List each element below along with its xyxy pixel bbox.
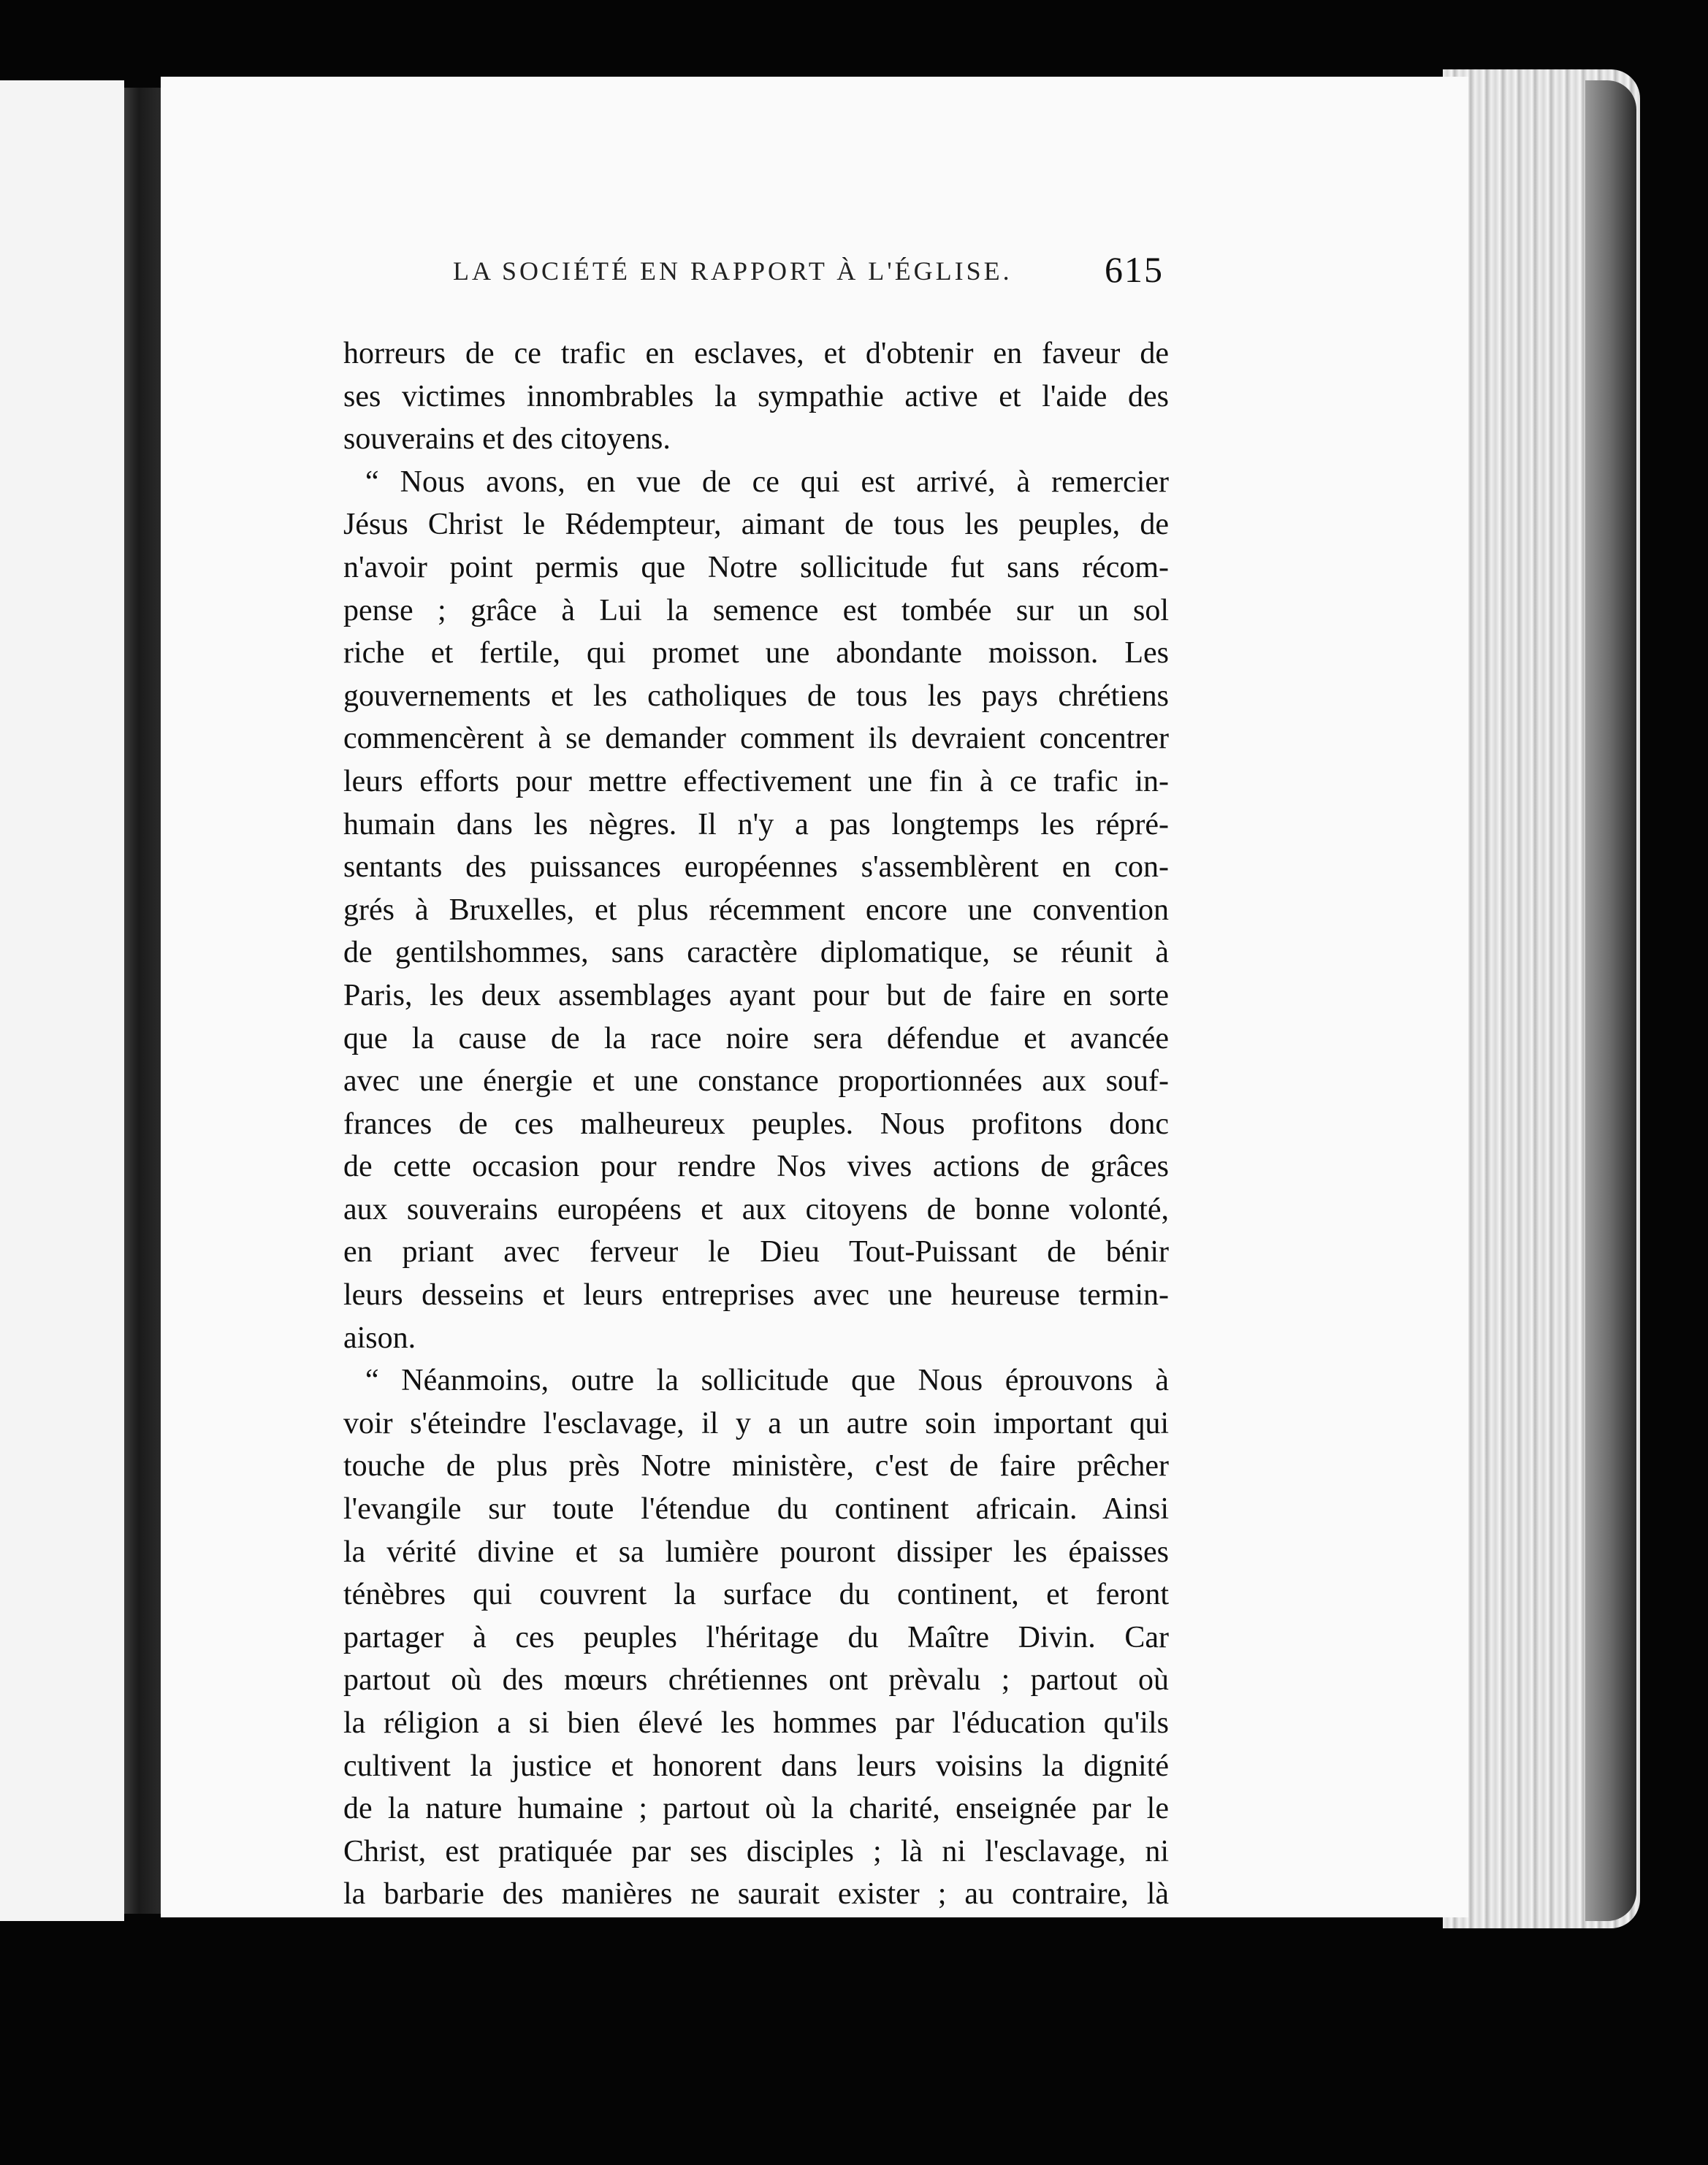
text-line: touche de plus près Notre ministère, c'est de faire prêcher <box>343 1449 1169 1484</box>
text-line: ténèbres qui couvrent la surface du continent, et feront <box>343 1578 1169 1612</box>
text-line: avec une énergie et une constance proportionnées aux souf- <box>343 1064 1169 1099</box>
text-line: que la cause de la race noire sera défendue et avancée <box>343 1021 1169 1055</box>
text-line: riche et fertile, qui promet une abondante moisson. Les <box>343 636 1169 671</box>
body-text <box>343 332 1169 1916</box>
text-line: Paris, les deux assemblages ayant pour but de faire en sorte <box>343 978 1169 1012</box>
text-line: n'avoir point permis que Notre sollicitude fut sans récom- <box>343 550 1169 584</box>
book-gutter <box>124 88 161 1914</box>
text-line: en priant avec ferveur le Dieu Tout-Puissant de bénir <box>343 1235 1169 1269</box>
text-line: partager à ces peuples l'héritage du Maître Divin. Car <box>343 1620 1169 1654</box>
page-number: 615 <box>1105 249 1164 290</box>
text-line: Christ, est pratiquée par ses disciples ; là ni l'esclavage, ni <box>343 1834 1169 1868</box>
text-line: de la nature humaine ; partout où la charité, enseignée par le <box>343 1792 1169 1826</box>
previous-page-edge <box>0 80 124 1921</box>
text-line: ses victimes innombrables la sympathie active et l'aide des <box>343 379 1169 413</box>
text-line: la vérité divine et sa lumière pouront dissiper les épaisses <box>343 1535 1169 1569</box>
text-line: “ Nous avons, en vue de ce qui est arrivé, à remercier <box>365 465 1169 499</box>
text-line: l'evangile sur toute l'étendue du continent africain. Ainsi <box>343 1492 1169 1527</box>
cover-edge <box>1585 80 1636 1921</box>
text-line: Jésus Christ le Rédempteur, aimant de tous les peuples, de <box>343 508 1169 542</box>
text-line: humain dans les nègres. Il n'y a pas longtemps les répré- <box>343 807 1169 841</box>
text-line: la barbarie des manières ne saurait exister ; au contraire, là <box>343 1877 1169 1912</box>
text-line: commencèrent à se demander comment ils devraient concentrer <box>343 722 1169 756</box>
text-line: de gentilshommes, sans caractère diplomatique, se réunit à <box>343 936 1169 970</box>
text-line: grés à Bruxelles, et plus récemment encore une convention <box>343 893 1169 927</box>
text-line: leurs desseins et leurs entreprises avec une heureuse termin- <box>343 1278 1169 1313</box>
text-line: aux souverains européens et aux citoyens de bonne volonté, <box>343 1192 1169 1226</box>
text-line: frances de ces malheureux peuples. Nous profitons donc <box>343 1107 1169 1141</box>
text-line: de cette occasion pour rendre Nos vives actions de grâces <box>343 1150 1169 1184</box>
text-line: cultivent la justice et honorent dans leurs voisins la dignité <box>343 1749 1169 1783</box>
text-line: souverains et des citoyens. <box>343 422 671 457</box>
running-head: LA SOCIÉTÉ EN RAPPORT À L'ÉGLISE. <box>453 256 1013 286</box>
text-line: gouvernements et les catholiques de tous les pays chrétiens <box>343 679 1169 713</box>
text-line: horreurs de ce trafic en esclaves, et d'obtenir en faveur de <box>343 337 1169 370</box>
text-line: aison. <box>343 1321 416 1355</box>
text-line: voir s'éteindre l'esclavage, il y a un autre soin important qui <box>343 1406 1169 1440</box>
text-line: pense ; grâce à Lui la semence est tombée sur un sol <box>343 593 1169 627</box>
text-line: la réligion a si bien élevé les hommes par l'éducation qu'ils <box>343 1706 1169 1740</box>
text-line: partout où des mœurs chrétiennes ont prèvalu ; partout où <box>343 1663 1169 1698</box>
text-line: “ Néanmoins, outre la sollicitude que Nous éprouvons à <box>365 1364 1169 1398</box>
text-line: sentants des puissances européennes s'assemblèrent en con- <box>343 850 1169 885</box>
text-line: leurs efforts pour mettre effectivement une fin à ce trafic in- <box>343 764 1169 798</box>
